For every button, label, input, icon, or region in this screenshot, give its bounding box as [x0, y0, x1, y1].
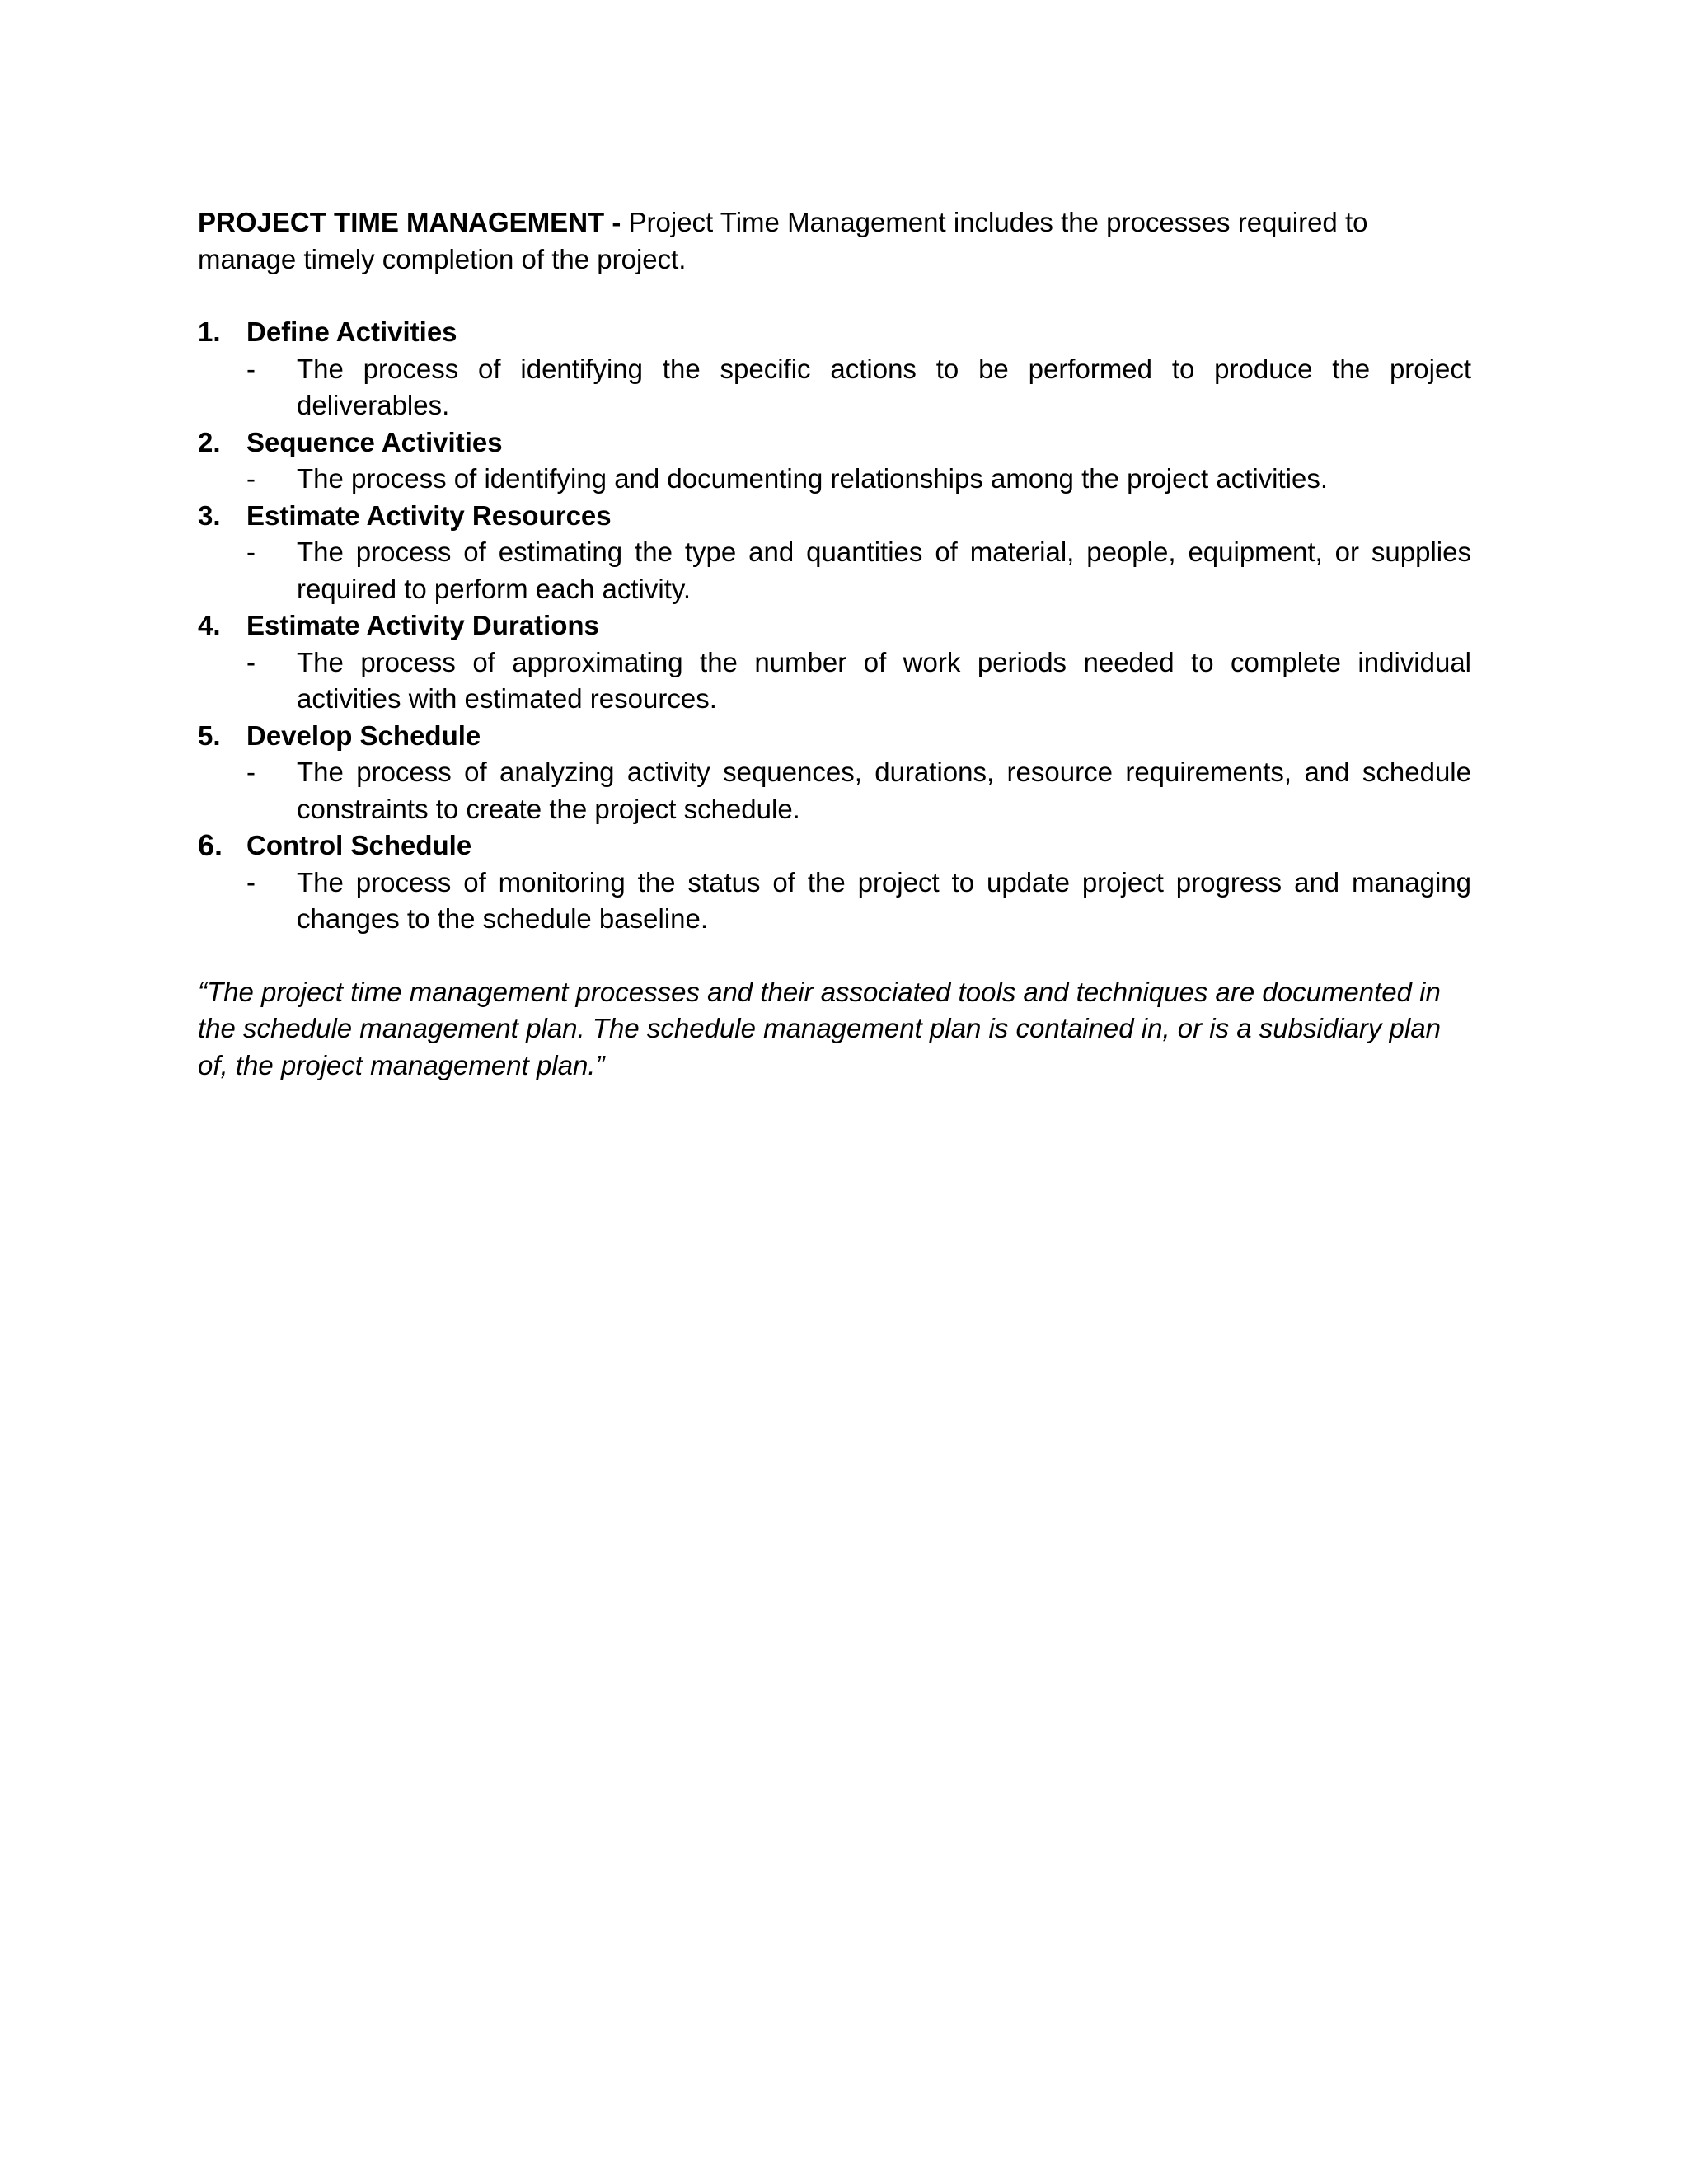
- process-description-text: The process of monitoring the status of the project to update project progress and managing changes to the schedule baseline.: [297, 866, 1471, 934]
- dash-bullet: -: [246, 757, 256, 787]
- process-title: Define Activities: [246, 316, 457, 347]
- dash-bullet: -: [246, 353, 256, 384]
- process-description-text: The process of identifying the specific actions to be performed to produce the project deliverables.: [297, 353, 1471, 420]
- process-item: [198, 498, 1471, 608]
- dash-bullet: -: [246, 537, 256, 567]
- process-item: [198, 607, 1471, 718]
- document-body: [198, 204, 1471, 1084]
- process-description-text: The process of approximating the number of work periods needed to complete individual activities with estimated resources.: [297, 646, 1471, 714]
- process-title: Estimate Activity Resources: [246, 499, 612, 531]
- process-number: 6.: [198, 828, 223, 862]
- dash-bullet: -: [246, 646, 256, 677]
- process-item: [198, 718, 1471, 828]
- intro-text: Project Time Management includes the processes required to manage timely completion of the project.: [198, 207, 1368, 274]
- process-list: [198, 314, 1471, 938]
- process-description: [246, 754, 1471, 827]
- intro-heading: PROJECT TIME MANAGEMENT -: [198, 207, 621, 237]
- process-description: [246, 534, 1471, 607]
- process-item: [198, 424, 1471, 498]
- closing-quote: “The project time management processes and their associated tools and techniques are documented in the schedule management plan. The schedule management plan is contained in, or is a subsidiary plan of, the project management plan.”: [198, 976, 1441, 1080]
- process-number: 2.: [198, 426, 221, 457]
- process-number: 4.: [198, 610, 221, 640]
- process-description-text: The process of analyzing activity sequences, durations, resource requirements, and schedule constraints to create the project schedule.: [297, 757, 1471, 824]
- process-number: 3.: [198, 499, 221, 531]
- process-description-text: The process of estimating the type and quantities of material, people, equipment, or supplies required to perform each activity.: [297, 537, 1471, 604]
- process-number: 1.: [198, 316, 221, 347]
- process-description: [246, 865, 1471, 938]
- process-title: Control Schedule: [246, 830, 472, 860]
- process-description-text: The process of identifying and documenting relationships among the project activities.: [297, 463, 1329, 494]
- dash-bullet: -: [246, 463, 256, 494]
- dash-bullet: -: [246, 866, 256, 898]
- process-description: [246, 351, 1471, 424]
- process-title: Sequence Activities: [246, 426, 503, 457]
- process-number: 5.: [198, 719, 221, 751]
- process-item: [198, 827, 1471, 938]
- process-title: Estimate Activity Durations: [246, 610, 599, 640]
- process-item: [198, 314, 1471, 424]
- process-description: [246, 644, 1471, 718]
- intro-paragraph: [198, 204, 1471, 278]
- process-description: [246, 461, 1471, 498]
- process-title: Develop Schedule: [246, 719, 481, 751]
